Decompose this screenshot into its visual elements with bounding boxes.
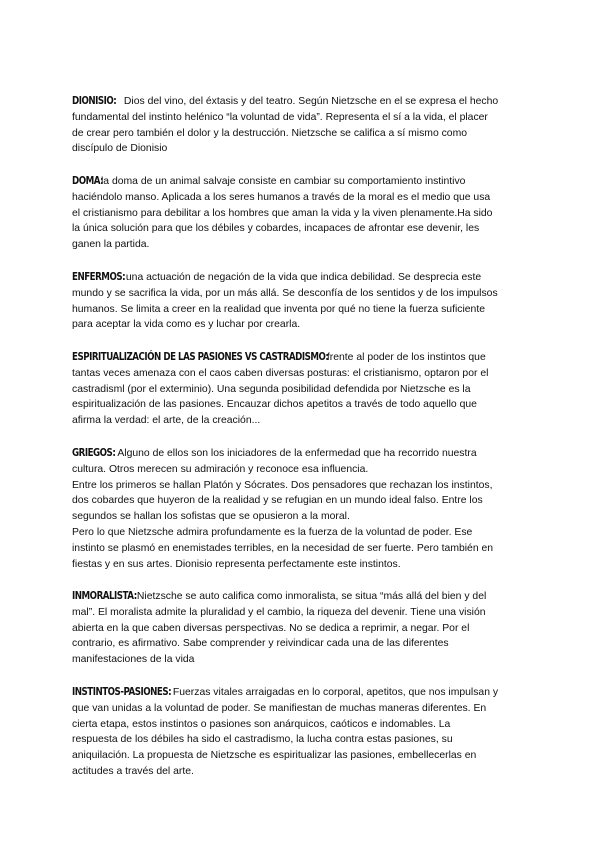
entry-line: cultura. Otros merecen su admiración y reconoce esa influencia.	[72, 463, 369, 475]
entry-term: ESPIRITUALIZACIÓN DE LAS PASIONES VS CASTRADISMO:	[72, 351, 329, 363]
entry-line: manifestaciones de la vida	[72, 654, 195, 666]
entry-line	[72, 94, 532, 110]
entry-term: DIONISIO:	[72, 95, 117, 107]
entry-line	[72, 270, 532, 286]
entry-term: DOMA:	[72, 175, 104, 187]
entry-term: INSTINTOS-PASIONES:	[72, 686, 172, 698]
entry-text: Dios del vino, del éxtasis y del teatro. Según Nietzsche en el se expresa el hecho	[123, 96, 499, 107]
entry-line: respuesta de los débiles ha sido el castradismo, la lucha contra estas pasiones, su	[72, 734, 453, 746]
entry-dionisio	[72, 94, 532, 157]
entry-enfermos	[72, 270, 532, 333]
entry-term: GRIEGOS:	[72, 447, 116, 459]
entry-line: abierta en la que caben diversas perspectivas. No se dedica a reprimir, a negar. Por el	[72, 622, 470, 634]
entry-line: para aceptar la vida como es y luchar por crearla.	[72, 319, 301, 331]
entry-line	[72, 685, 532, 701]
entry-line: fundamental del instinto helénico “la voluntad de vida”. Representa el sí a la vida, el placer	[72, 111, 488, 123]
entry-text: Fuerzas vitales arraigadas en lo corporal, apetitos, que nos impulsan y	[172, 687, 499, 698]
entry-term: INMORALISTA:	[72, 590, 137, 602]
entry-text: la doma de un animal salvaje consiste en cambiar su comportamiento instintivo	[101, 176, 466, 187]
entry-line: el cristianismo para debilitar a los hombres que aman la vida y la viven plenamente.Ha sido	[72, 207, 493, 219]
entry-line: mal”. El moralista admite la pluralidad y el cambio, la riqueza del devenir. Tiene una visión	[72, 606, 486, 618]
entry-line: afirma la verdad: el arte, de la creación...	[72, 415, 261, 427]
entry-line: Pero lo que Nietzsche admira profundamente es la fuerza de la voluntad de poder. Ese	[72, 526, 473, 538]
entry-line: fiestas y en sus artes. Dionisio representa perfectamente este instintos.	[72, 558, 401, 570]
entry-line: que van unidas a la voluntad de poder. Se manifiestan de muchas maneras diferentes. En	[72, 702, 487, 714]
entry-line	[72, 446, 532, 462]
entry-text: Alguno de ellos son los iniciadores de la enfermedad que ha recorrido nuestra	[117, 448, 477, 459]
entry-term: ENFERMOS:	[72, 271, 126, 283]
entry-line	[72, 589, 532, 605]
entry-line	[72, 350, 532, 366]
entry-doma	[72, 174, 532, 253]
entry-line: actitudes a través del arte.	[72, 765, 194, 777]
entry-text: Nietzsche se auto califica como inmoralista, se situa “más allá del bien y del	[136, 591, 487, 602]
entry-line: la única solución para que los débiles y cobardes, incapaces de afrontar ese devenir, les	[72, 223, 480, 235]
entry-line: discípulo de Dionisio	[72, 143, 168, 155]
entry-line: haciéndolo manso. Aplicada a los seres humanos a través de la moral es el medio que usa	[72, 191, 491, 203]
entry-line: aniquilación. La propuesta de Nietzsche es espiritualizar las pasiones, embellecerlas en	[72, 750, 477, 762]
entry-inmoralista	[72, 589, 532, 668]
entry-line: castradisml (por el exterminio). Una segunda posibilidad defendida por Nietzsche es la	[72, 383, 471, 395]
entry-line: segundos se hallan los sofistas que se opusieron a la moral.	[72, 511, 350, 523]
entry-line: contrario, es afirmativo. Sabe comprender y reivindicar cada una de las diferentes	[72, 638, 449, 650]
entry-line: tantas veces amenaza con el caos caben diversas posturas: el cristianismo, optaron por el	[72, 367, 489, 379]
entry-line: mundo y se sacrifica la vida, por un más allá. Se desconfía de los sentidos y de los impulsos	[72, 287, 498, 299]
entry-line: humanos. Se limita a creer en la realidad que inventa por qué no tiene la fuerza suficiente	[72, 303, 485, 315]
entry-text: frente al poder de los instintos que	[326, 352, 486, 363]
entry-text: una actuación de negación de la vida que indica debilidad. Se desprecia este	[125, 272, 482, 283]
entry-griegos	[72, 446, 532, 572]
entry-line	[72, 174, 532, 190]
entry-line: espiritualización de las pasiones. Encauzar dichos apetitos a través de todo aquello que	[72, 399, 477, 411]
entry-line: dos cobardes que huyeron de la realidad y se refugian en un mundo ideal falso. Entre los	[72, 495, 483, 507]
entry-line: de crear pero también el dolor y la destrucción. Nietzsche se califica a sí mismo como	[72, 127, 468, 139]
entry-line: cierta etapa, estos instintos o pasiones son anárquicos, caóticos e indomables. La	[72, 718, 451, 730]
entry-line: ganen la partida.	[72, 239, 150, 251]
entry-line: instinto se plasmó en enemistades terribles, en la necesidad de ser fuerte. Pero también en	[72, 542, 494, 554]
entry-espiritualizacion	[72, 350, 532, 429]
entry-instintos-pasiones	[72, 685, 532, 780]
entry-line: Entre los primeros se hallan Platón y Sócrates. Dos pensadores que rechazan los instintos,	[72, 479, 493, 491]
